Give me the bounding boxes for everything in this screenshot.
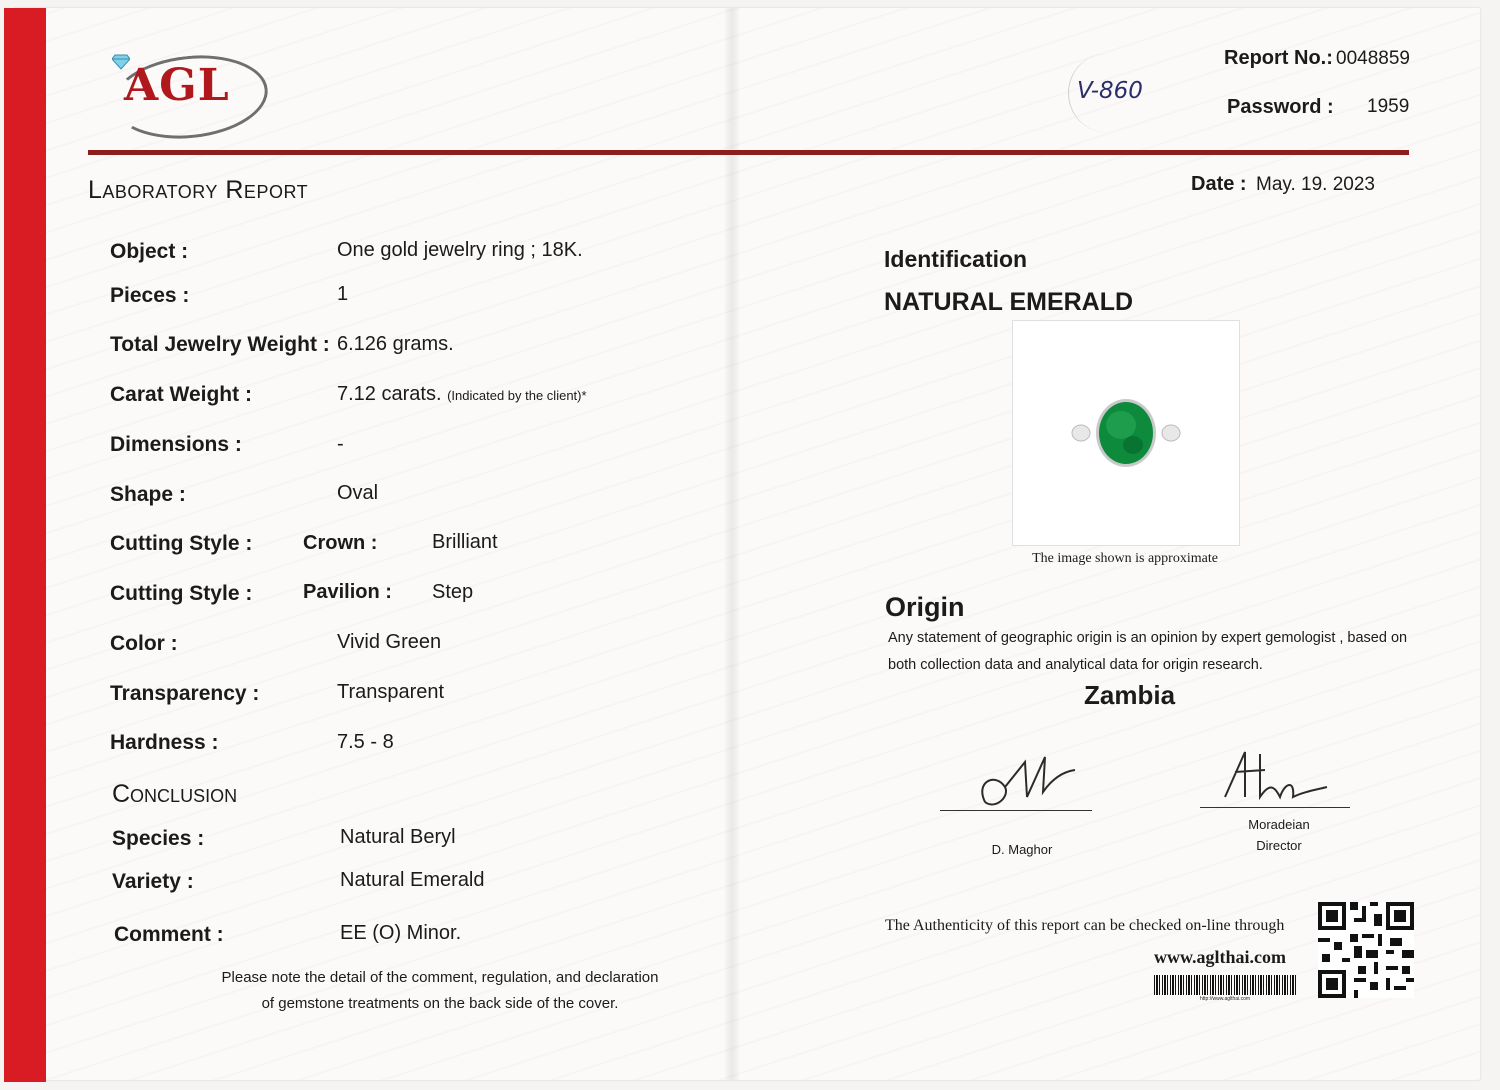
total-weight-label: Total Jewelry Weight : — [110, 333, 330, 356]
cutting-style-crown-label: Cutting Style : — [110, 532, 253, 555]
header-rule — [88, 150, 1409, 155]
date-value: May. 19. 2023 — [1256, 174, 1376, 195]
signature-1-line — [940, 810, 1092, 811]
object-label: Object : — [110, 240, 189, 263]
species-value: Natural Beryl — [340, 826, 456, 848]
crown-label: Crown : — [303, 532, 378, 554]
qr-code[interactable] — [1318, 902, 1414, 998]
carat-value-line — [337, 383, 587, 406]
dimensions-value: - — [337, 433, 344, 455]
handwritten-code-text: V-860 — [1077, 78, 1143, 104]
species-label: Species : — [112, 827, 205, 850]
password-label: Password : — [1227, 96, 1334, 118]
origin-statement-line-1: Any statement of geographic origin is an opinion by expert gemologist , based on — [888, 630, 1408, 646]
logo-text: AGL — [124, 60, 230, 111]
report-no-label: Report No.: — [1224, 47, 1333, 69]
report-title: Laboratory Report — [88, 176, 309, 204]
signer-2-title: Director — [1256, 838, 1302, 853]
barcode-text: http://www.aglthai.com — [1200, 996, 1251, 1002]
website-link[interactable]: www.aglthai.com — [1154, 947, 1286, 967]
footnote-line-1: Please note the detail of the comment, regulation, and declaration — [221, 969, 659, 986]
origin-statement — [888, 625, 1408, 679]
agl-logo — [108, 54, 266, 138]
conclusion-title: Conclusion — [112, 780, 238, 808]
origin-value: Zambia — [1084, 680, 1176, 710]
signature-1 — [965, 742, 1085, 814]
crown-value: Brilliant — [432, 531, 498, 553]
dimensions-label: Dimensions : — [110, 433, 242, 456]
color-label: Color : — [110, 632, 178, 655]
shape-value: Oval — [337, 482, 379, 504]
variety-label: Variety : — [112, 870, 194, 893]
red-spine-band — [4, 8, 46, 1082]
pieces-value: 1 — [337, 283, 349, 305]
shape-label: Shape : — [110, 483, 186, 506]
origin-title: Origin — [885, 592, 965, 622]
pavilion-value: Step — [432, 581, 474, 603]
hardness-value: 7.5 - 8 — [337, 731, 394, 753]
color-value: Vivid Green — [337, 631, 442, 653]
total-weight-value: 6.126 grams. — [337, 333, 454, 355]
object-value: One gold jewelry ring ; 18K. — [337, 239, 583, 261]
signature-2-line — [1200, 807, 1350, 808]
transparency-label: Transparency : — [110, 682, 260, 705]
handwritten-code — [1068, 54, 1143, 132]
pieces-label: Pieces : — [110, 284, 190, 307]
signer-2-name: Moradeian — [1248, 817, 1310, 832]
comment-value: EE (O) Minor. — [340, 922, 462, 944]
comment-label: Comment : — [114, 923, 224, 946]
pavilion-label: Pavilion : — [303, 581, 392, 603]
footnote-line-2: of gemstone treatments on the back side of the cover. — [261, 995, 619, 1012]
date-label: Date : — [1191, 173, 1247, 195]
hardness-label: Hardness : — [110, 731, 219, 754]
carat-value: 7.12 carats. — [337, 383, 442, 405]
signature-2 — [1215, 742, 1335, 812]
image-caption: The image shown is approximate — [1032, 551, 1218, 566]
gemstone-photo — [1012, 320, 1240, 546]
ring-photo — [1013, 321, 1239, 545]
report-no-value: 0048859 — [1336, 48, 1410, 69]
password-value: 1959 — [1367, 96, 1410, 117]
carat-note: (Indicated by the client)* — [447, 388, 587, 403]
authenticity-text: The Authenticity of this report can be checked on-line through — [885, 917, 1285, 934]
identification-label: Identification — [884, 246, 1028, 272]
carat-label: Carat Weight : — [110, 383, 252, 406]
barcode — [1154, 975, 1298, 995]
origin-statement-line-2: both collection data and analytical data for origin research. — [888, 657, 1263, 673]
cutting-style-pavilion-label: Cutting Style : — [110, 582, 253, 605]
variety-value: Natural Emerald — [340, 869, 485, 891]
page-fold — [725, 8, 739, 1080]
identification-value: NATURAL EMERALD — [884, 288, 1134, 316]
transparency-value: Transparent — [337, 681, 445, 703]
signer-1-name: D. Maghor — [991, 842, 1053, 857]
